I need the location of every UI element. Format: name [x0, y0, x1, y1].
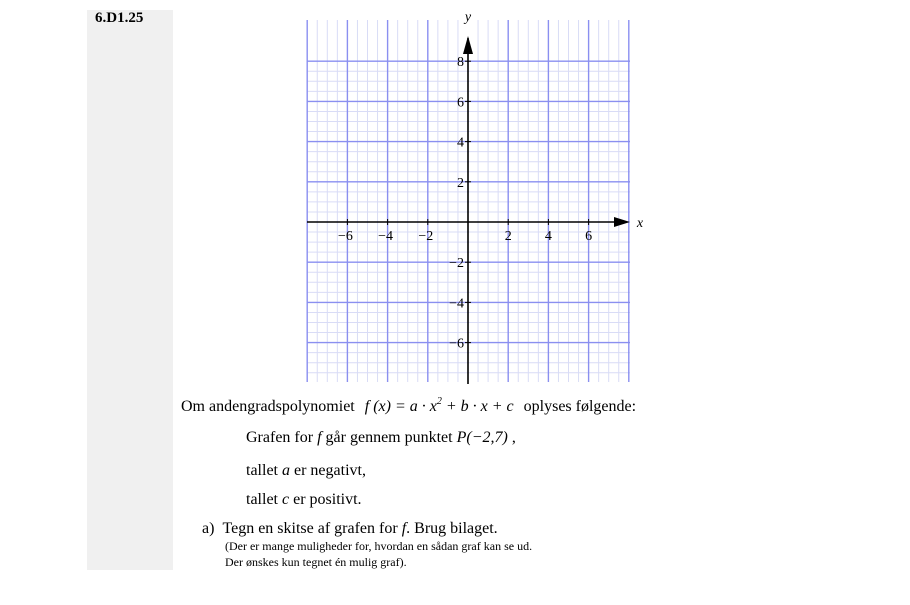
x-tick-label: −6 — [337, 229, 353, 244]
cond1-suffix: , — [507, 429, 516, 446]
x-tick-label: 2 — [504, 229, 512, 244]
cond1-point: P(−2,7) — [456, 429, 508, 446]
condition-3 — [246, 491, 362, 509]
x-tick-label: 6 — [585, 229, 593, 244]
y-tick-label: 6 — [457, 95, 464, 111]
y-tick-label: 2 — [457, 175, 464, 191]
intro-suffix: oplyses følgende: — [523, 398, 637, 415]
formula-exponent: 2 — [436, 396, 442, 407]
cond3-prefix: tallet — [246, 491, 282, 508]
task-a-var: f — [401, 520, 407, 537]
task-a-prefix: Tegn en skitse af grafen for — [222, 520, 402, 537]
task-a — [202, 520, 498, 538]
x-tick-label: 4 — [544, 229, 552, 244]
cond2-prefix: tallet — [246, 462, 282, 479]
task-a-label: a) — [202, 520, 215, 537]
problem-sidebar — [87, 10, 173, 570]
y-tick-label: −4 — [449, 296, 464, 312]
condition-1 — [246, 429, 516, 447]
intro-prefix: Om andengradspolynomiet — [181, 398, 355, 415]
task-a-suffix: . Brug bilaget. — [406, 520, 498, 537]
x-axis-arrow — [614, 217, 630, 227]
y-tick-label: −2 — [449, 256, 464, 272]
coordinate-grid — [300, 5, 650, 390]
y-tick-label: 4 — [457, 135, 464, 151]
task-a-note-1: (Der er mange muligheder for, hvordan en sådan graf kan se ud. — [225, 539, 533, 553]
cond2-suffix: er negativt, — [289, 462, 366, 479]
cond3-suffix: er positivt. — [289, 491, 362, 508]
condition-2 — [246, 462, 366, 480]
x-axis-label: x — [636, 216, 644, 231]
formula-rhs: + b · x + c — [441, 398, 514, 415]
y-tick-label: −6 — [449, 336, 464, 352]
coordinate-system — [300, 5, 650, 390]
cond1-var: f — [317, 429, 322, 446]
task-a-note-2: Der ønskes kun tegnet én mulig graf). — [225, 555, 407, 569]
cond1-prefix: Grafen for — [246, 429, 318, 446]
problem-id: 6.D1.25 — [95, 10, 144, 26]
y-tick-label: 8 — [457, 55, 464, 71]
cond2-var: a — [281, 462, 290, 479]
x-tick-label: −2 — [418, 229, 434, 244]
cond1-mid: går gennem punktet — [321, 429, 457, 446]
y-axis-arrow — [463, 36, 473, 54]
formula — [365, 398, 514, 415]
cond3-var: c — [281, 491, 290, 508]
intro-sentence — [181, 396, 636, 416]
formula-lhs: f (x) = a · x — [364, 398, 437, 415]
y-axis-label: y — [464, 10, 472, 25]
x-tick-label: −4 — [378, 229, 394, 244]
